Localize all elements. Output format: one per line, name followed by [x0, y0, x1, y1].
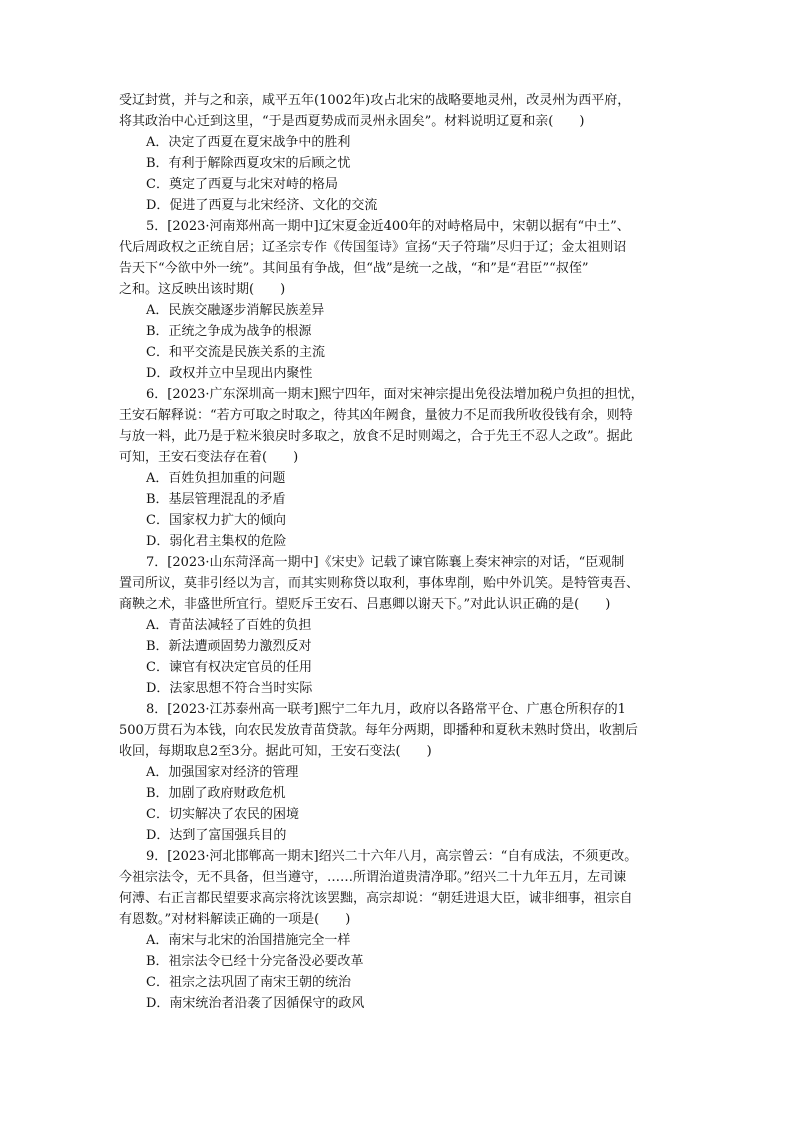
question-6 — [119, 384, 691, 552]
document-page — [119, 90, 691, 1014]
option-a: A．决定了西夏在夏宋战争中的胜利 — [146, 135, 351, 150]
question-stem-line: 与放一料，此乃是于粒米狼戾时多取之，放食不足时则竭之，合于先王不忍人之政”。据此 — [119, 429, 633, 444]
option-d: D．南宋统治者沿袭了因循保守的政风 — [146, 996, 365, 1011]
option-d: D．促进了西夏与北宋经济、文化的交流 — [146, 198, 378, 213]
question-stem-line: 商鞅之术，非盛世所宜行。望贬斥王安石、吕惠卿以谢天下。”对此认识正确的是( ) — [119, 597, 611, 612]
question-stem-line: 告天下“今欲中外一统”。其间虽有争战，但“战”是统一之战，“和”是“君臣”“叔侄” — [119, 261, 589, 276]
option-d: D．政权并立中呈现出内聚性 — [146, 366, 313, 381]
question-5 — [119, 216, 691, 384]
question-stem-line: 今祖宗法令，无不具备，但当遵守，……所谓治道贵清净耶。”绍兴二十九年五月，左司谏 — [119, 870, 627, 885]
question-stem-line: 5．[2023·河南郑州高一期中]辽宋夏金近400年的对峙格局中，宋朝以据有“中土”、 — [146, 219, 630, 234]
question-stem-line: 何溥、右正言都民望要求高宗将沈该罢黜，高宗却说：“朝廷进退大臣，诚非细事，祖宗自 — [119, 891, 633, 906]
question-stem-line: 9．[2023·河北邯郸高一期末]绍兴二十六年八月，高宗曾云：“自有成法，不须更改。 — [146, 849, 638, 864]
option-c: C．切实解决了农民的困境 — [146, 807, 299, 822]
option-c: C．和平交流是民族关系的主流 — [146, 345, 325, 360]
option-d: D．达到了富国强兵目的 — [146, 828, 287, 843]
option-b: B．基层管理混乱的矛盾 — [146, 492, 286, 507]
option-b: B．正统之争成为战争的根源 — [146, 324, 312, 339]
question-4 — [119, 90, 691, 216]
option-c: C．谏官有权决定官员的任用 — [146, 660, 312, 675]
option-d: D．弱化君主集权的危险 — [146, 534, 287, 549]
question-stem-line: 受辽封赏，并与之和亲，咸平五年(1002年)攻占北宋的战略要地灵州，改灵州为西平府， — [119, 93, 631, 108]
option-a: A．百姓负担加重的问题 — [146, 471, 286, 486]
question-stem-line: 有恩数。”对材料解读正确的一项是( ) — [119, 912, 351, 927]
question-8 — [119, 699, 691, 846]
question-7 — [119, 552, 691, 699]
option-d: D．法家思想不符合当时实际 — [146, 681, 313, 696]
option-a: A．民族交融逐步消解民族差异 — [146, 303, 325, 318]
question-stem-line: 将其政治中心迁到这里，“于是西夏势成而灵州永固矣”。材料说明辽夏和亲( ) — [119, 114, 585, 129]
option-b: B．加剧了政府财政危机 — [146, 786, 286, 801]
option-b: B．有利于解除西夏攻宋的后顾之忧 — [146, 156, 351, 171]
question-stem-line: 7．[2023·山东菏泽高一期中]《宋史》记载了谏官陈襄上奏宋神宗的对话，“臣观制 — [146, 555, 625, 570]
question-stem-line: 之和。这反映出该时期( ) — [119, 282, 286, 297]
option-a: A．加强国家对经济的管理 — [146, 765, 299, 780]
question-stem-line: 8．[2023·江苏泰州高一联考]熙宁二年九月，政府以各路常平仓、广惠仓所积存的1 — [146, 702, 626, 717]
option-b: B．祖宗法令已经十分完备没必要改革 — [146, 954, 364, 969]
option-c: C．奠定了西夏与北宋对峙的格局 — [146, 177, 338, 192]
question-stem-line: 收回，每期取息2至3分。据此可知，王安石变法( ) — [119, 744, 432, 759]
question-stem-line: 王安石解释说：“若方可取之时取之，待其凶年阙食，量彼力不足而我所收役钱有余，则特 — [119, 408, 633, 423]
option-c: C．国家权力扩大的倾向 — [146, 513, 286, 528]
question-stem-line: 6．[2023·广东深圳高一期末]熙宁四年，面对宋神宗提出免役法增加税户负担的担忧， — [146, 387, 644, 402]
question-stem-line: 500万贯石为本钱，向农民发放青苗贷款。每年分两期，即播种和夏秋未熟时贷出，收割后 — [119, 723, 638, 738]
question-9 — [119, 846, 691, 1014]
question-stem-line: 置司所议，莫非引经以为言，而其实则称贷以取利，事体卑削，贻中外讥笑。是特管夷吾、 — [119, 576, 640, 591]
question-stem-line: 可知，王安石变法存在着( ) — [119, 450, 299, 465]
option-b: B．新法遭顽固势力激烈反对 — [146, 639, 312, 654]
option-a: A．青苗法减轻了百姓的负担 — [146, 618, 312, 633]
option-a: A．南宋与北宋的治国措施完全一样 — [146, 933, 351, 948]
question-stem-line: 代后周政权之正统自居；辽圣宗专作《传国玺诗》宣扬“天子符瑞”尽归于辽；金太祖则诏 — [119, 240, 627, 255]
option-c: C．祖宗之法巩固了南宋王朝的统治 — [146, 975, 351, 990]
